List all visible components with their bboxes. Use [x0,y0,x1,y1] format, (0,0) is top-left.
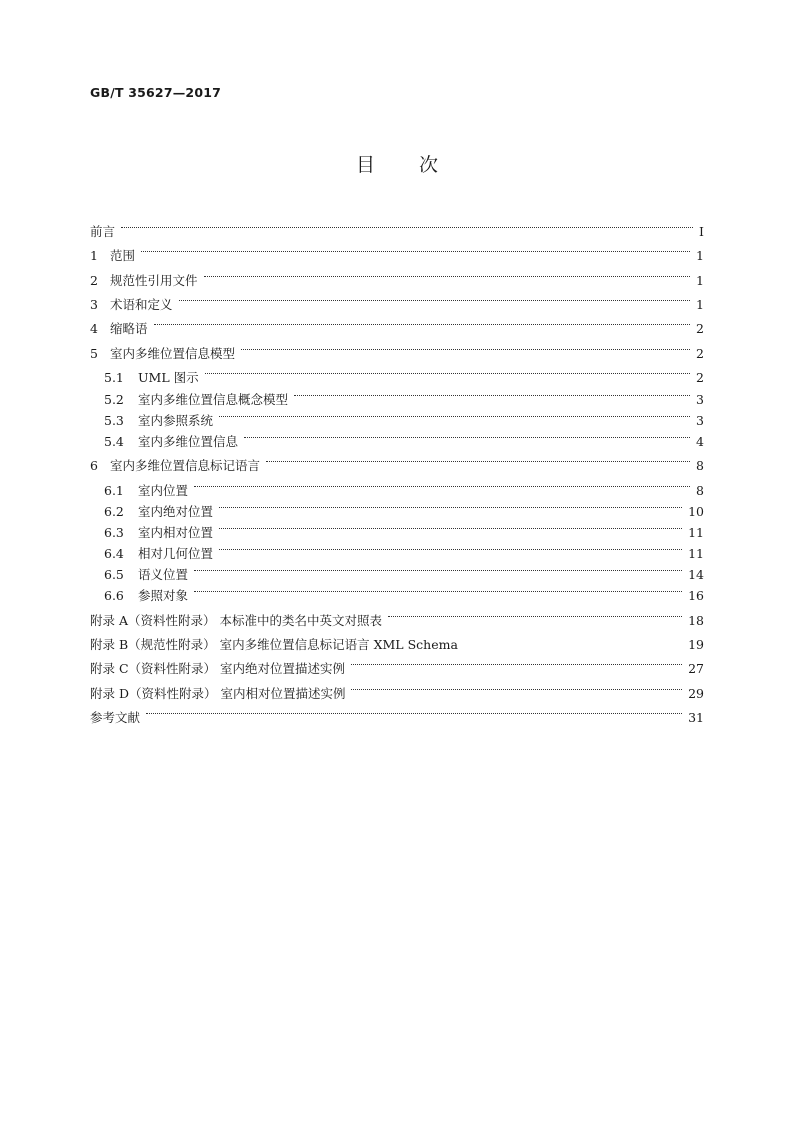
toc-entry-page: 1 [696,248,704,263]
dot-leader [119,216,695,236]
dot-leader [202,265,693,285]
toc-entry-page: 14 [688,567,704,582]
dot-leader [217,538,684,558]
toc-entry-number: 6.2 [104,504,124,519]
toc-entry-page: 2 [696,370,704,385]
dot-leader [139,240,692,260]
toc-entry-number: 6.5 [104,567,124,582]
toc-entry-3[interactable] [90,289,704,312]
page-title [0,150,794,177]
toc-entry-foreword[interactable] [90,216,704,239]
toc-entry-number: 5.2 [104,392,124,407]
toc-entry-number: 5.3 [104,413,124,428]
toc-entry-annex-d[interactable] [90,678,704,701]
toc-entry-page: I [699,224,704,239]
toc-entry-page: 3 [696,392,704,407]
toc-entry-number: 6.6 [104,588,124,603]
standard-code: GB/T 35627—2017 [90,85,222,100]
toc-entry-title: 室内多维位置信息 [138,434,239,449]
dot-leader [217,517,684,537]
toc-entry-page: 8 [696,458,704,473]
dot-leader [217,405,692,425]
dot-leader [144,702,684,722]
toc-entry-page: 27 [688,661,704,676]
toc-entry-5[interactable] [90,338,704,361]
toc-entry-number: 6.1 [104,483,124,498]
toc-entry-title: 附录 C（资料性附录） 室内绝对位置描述实例 [90,661,346,676]
toc-entry-bibliography[interactable] [90,702,704,725]
toc-entry-number: 2 [90,273,98,288]
toc-entry-title: 室内绝对位置 [138,504,214,519]
toc-entry-title: 语义位置 [138,567,189,582]
dot-leader [349,678,684,698]
toc-entry-number: 6 [90,458,98,473]
toc-entry-title: 室内位置 [138,483,189,498]
toc-entry-page: 19 [688,637,704,652]
dot-leader [217,496,684,516]
dot-leader [242,426,692,446]
toc-entry-page: 1 [696,297,704,312]
dot-leader [192,559,684,579]
toc-entry-number: 6.4 [104,546,124,561]
toc-entry-page: 4 [696,434,704,449]
toc-entry-page: 11 [688,525,704,540]
toc-entry-title: 室内多维位置信息模型 [110,346,236,361]
toc-entry-title: 范围 [110,248,136,263]
dot-leader [349,653,684,673]
dot-leader [203,362,692,382]
dot-leader [292,384,692,404]
toc-entry-6[interactable] [90,450,704,473]
toc-entry-page: 2 [696,321,704,336]
toc-entry-2[interactable] [90,265,704,288]
dot-leader [192,580,684,600]
toc-entry-title: 缩略语 [110,321,148,336]
toc-entry-5-3[interactable] [104,405,704,428]
dot-leader [192,475,692,495]
toc-entry-title: 室内相对位置 [138,525,214,540]
toc-entry-title: 前言 [90,224,116,239]
dot-leader [264,450,692,470]
toc-entry-page: 3 [696,413,704,428]
toc-entry-page: 11 [688,546,704,561]
toc-entry-title: 室内多维位置信息标记语言 [110,458,261,473]
toc-entry-title: 参照对象 [138,588,189,603]
page-title-char-2: 次 [419,154,439,176]
toc-entry-title: 室内多维位置信息概念模型 [138,392,289,407]
toc-entry-5-1[interactable] [104,362,704,385]
toc-entry-number: 6.3 [104,525,124,540]
dot-leader [386,605,684,625]
toc-entry-title: 附录 A（资料性附录） 本标准中的类名中英文对照表 [90,613,382,628]
toc-entry-title: 室内参照系统 [138,413,214,428]
dot-leader [239,338,692,358]
page-title-char-1: 目 [355,154,375,176]
toc-entry-6-3[interactable] [104,517,704,540]
toc-entry-6-6[interactable] [104,580,704,603]
toc-entry-6-4[interactable] [104,538,704,561]
toc-entry-title: 附录 D（资料性附录） 室内相对位置描述实例 [90,686,346,701]
toc-entry-page: 16 [688,588,704,603]
dot-leader [152,313,693,333]
toc-entry-page: 10 [688,504,704,519]
toc-entry-number: 5.4 [104,434,124,449]
toc-entry-4[interactable] [90,313,704,336]
toc-entry-annex-b[interactable] [90,629,704,652]
toc-entry-6-5[interactable] [104,559,704,582]
toc-entry-annex-c[interactable] [90,653,704,676]
toc-entry-page: 18 [688,613,704,628]
toc-entry-title: 规范性引用文件 [110,273,198,288]
toc-entry-page: 29 [688,686,704,701]
dot-leader [177,289,693,309]
toc-entry-number: 3 [90,297,98,312]
toc-entry-number: 1 [90,248,98,263]
toc-entry-1[interactable] [90,240,704,263]
toc-entry-title: 附录 B（规范性附录） 室内多维位置信息标记语言 XML Schema [90,637,458,652]
toc-entry-5-4[interactable] [104,426,704,449]
toc-entry-number: 4 [90,321,98,336]
toc-entry-5-2[interactable] [104,384,704,407]
toc-entry-number: 5.1 [104,370,124,385]
toc-entry-title: 参考文献 [90,710,141,725]
toc-entry-6-2[interactable] [104,496,704,519]
toc-entry-title: 相对几何位置 [138,546,214,561]
toc-entry-page: 1 [696,273,704,288]
toc-entry-6-1[interactable] [104,475,704,498]
toc-entry-title: 术语和定义 [110,297,173,312]
toc-entry-page: 2 [696,346,704,361]
toc-entry-number: 5 [90,346,98,361]
toc-entry-title: UML 图示 [138,370,199,385]
toc-entry-page: 8 [696,483,704,498]
toc-entry-annex-a[interactable] [90,605,704,628]
toc-entry-page: 31 [688,710,704,725]
